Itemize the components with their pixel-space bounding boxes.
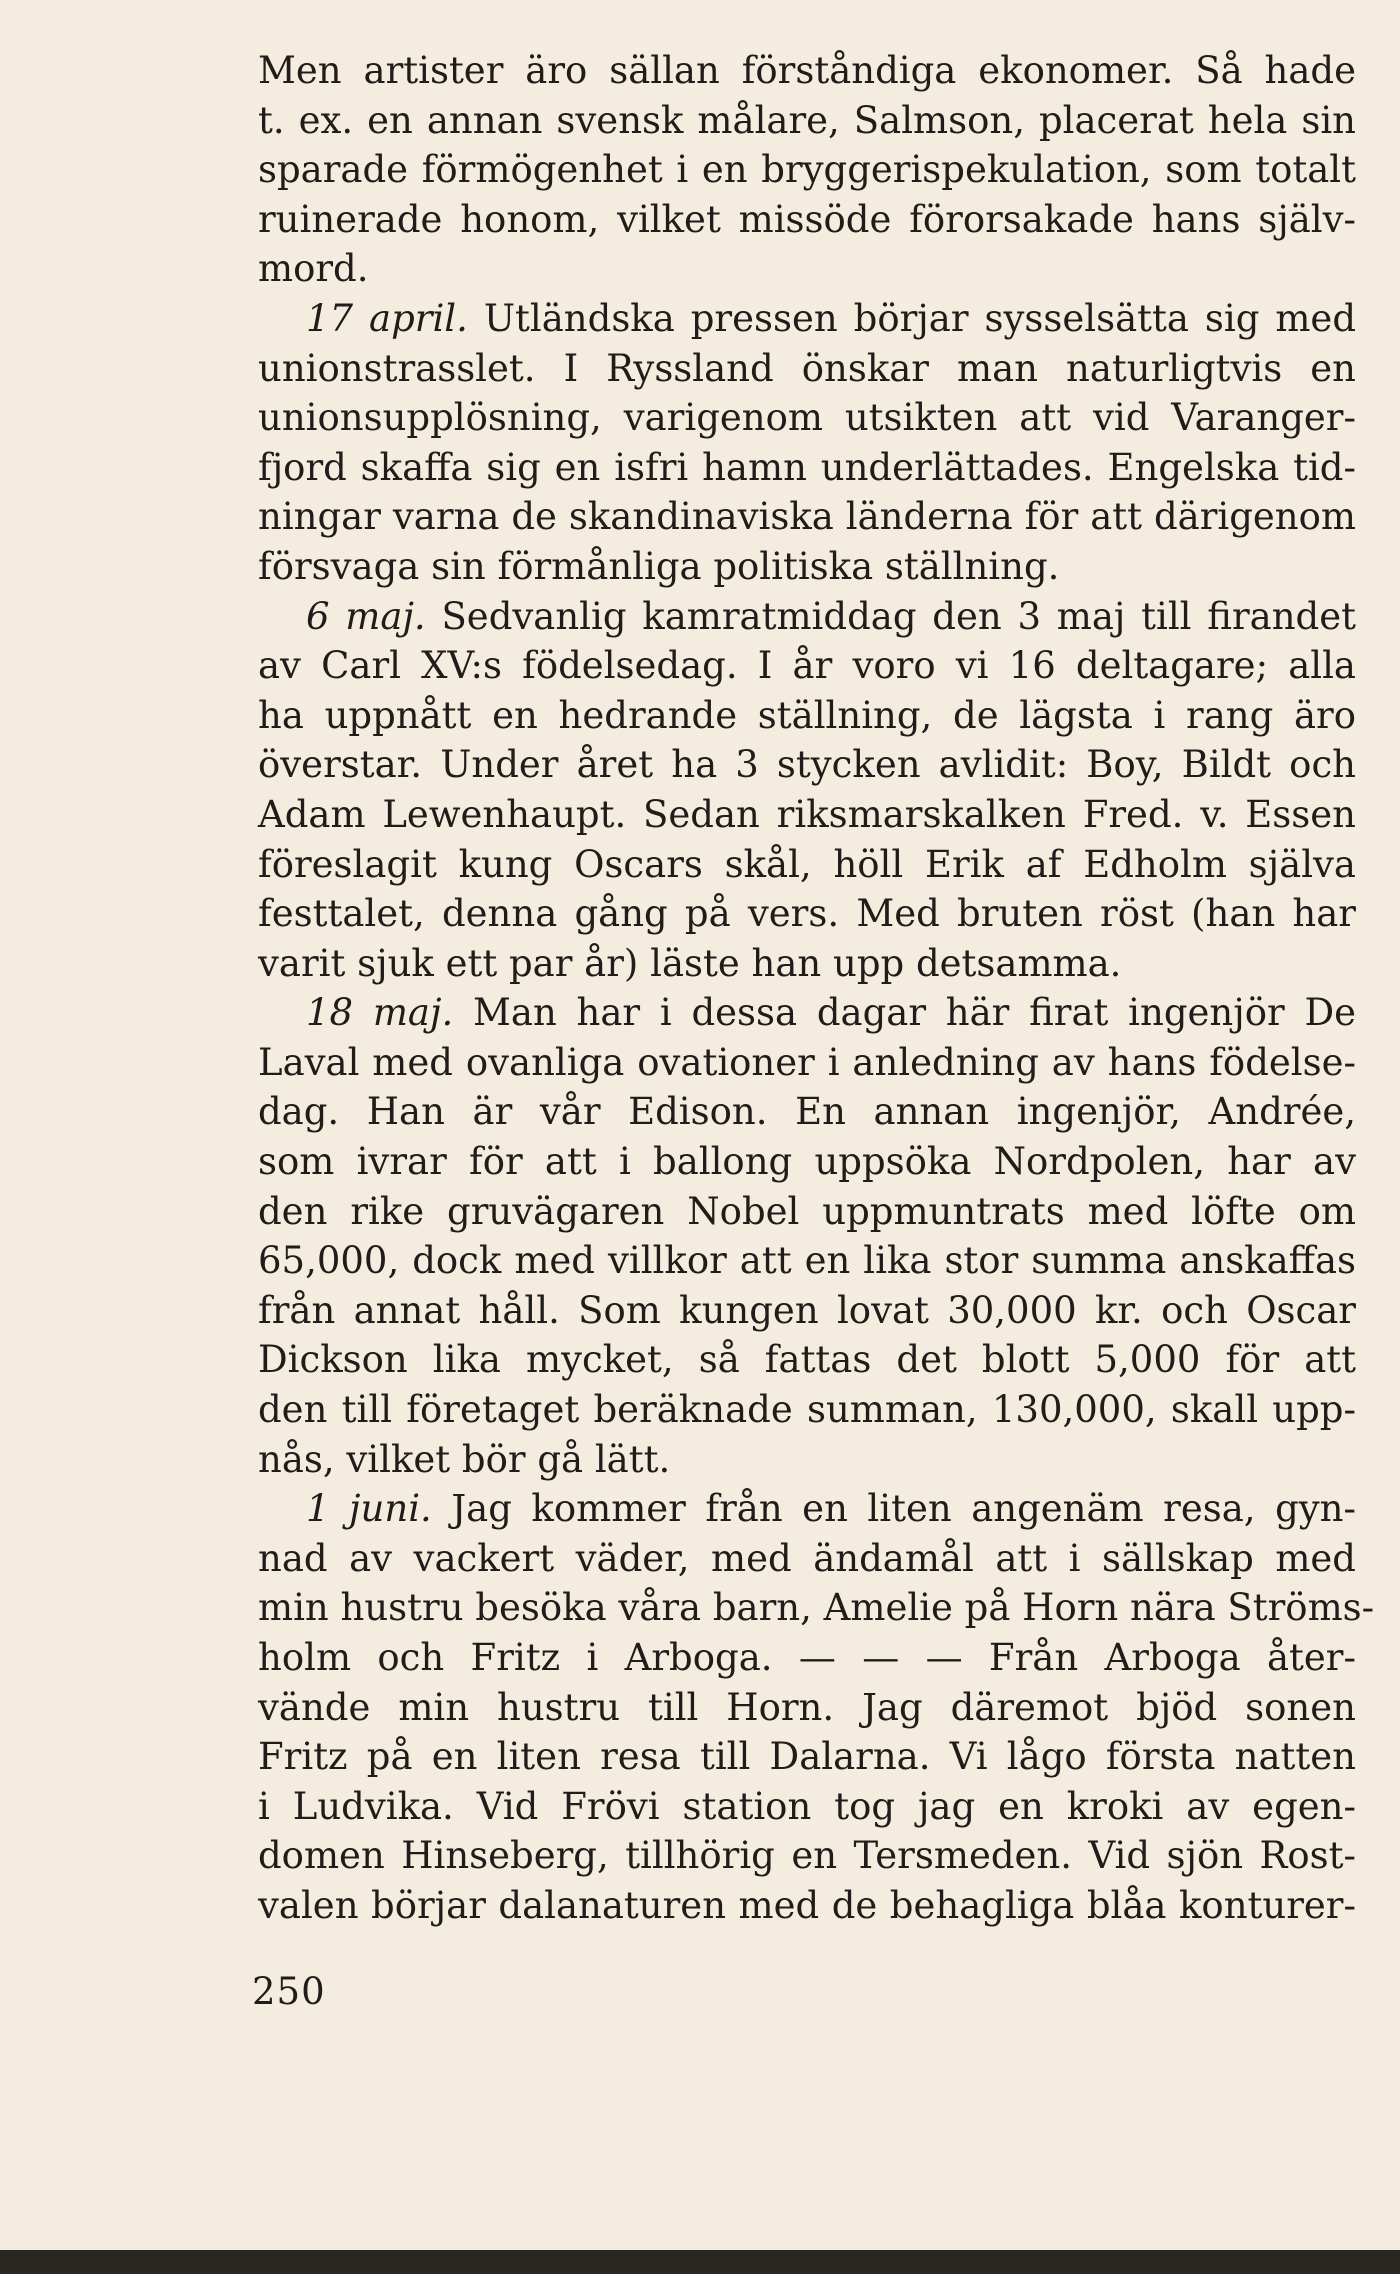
text-line bbox=[258, 889, 1356, 939]
text-line bbox=[258, 1534, 1356, 1584]
text-line bbox=[258, 542, 1356, 592]
entry-date: 1 juni. bbox=[306, 1487, 432, 1531]
line-text: ningar varna de skandinaviska länderna för att därigenom bbox=[258, 495, 1356, 539]
line-text: min hustru besöka våra barn, Amelie på Horn nära Ströms- bbox=[258, 1586, 1375, 1630]
line-text: försvaga sin förmånliga politiska ställning. bbox=[258, 544, 1060, 588]
entry-date: 17 april. bbox=[306, 296, 468, 340]
line-text: unionsupplösning, varigenom utsikten att vid Varanger- bbox=[258, 396, 1356, 440]
text-line bbox=[258, 145, 1356, 195]
line-text: den till företaget beräknade summan, 130,000, skall upp- bbox=[258, 1388, 1356, 1432]
text-line bbox=[258, 492, 1356, 542]
text-line bbox=[258, 840, 1356, 890]
text-line bbox=[258, 344, 1356, 394]
line-text: varit sjuk ett par år) läste han upp detsamma. bbox=[258, 941, 1122, 985]
line-text: dag. Han är vår Edison. En annan ingenjör, Andrée, bbox=[258, 1090, 1356, 1134]
text-line bbox=[258, 1286, 1356, 1336]
line-text: Man har i dessa dagar här firat ingenjör De bbox=[453, 991, 1356, 1035]
line-text: överstar. Under året ha 3 stycken avlidit: Boy, Bildt och bbox=[258, 743, 1356, 787]
line-text: sparade förmögenhet i en bryggerispekulation, som totalt bbox=[258, 148, 1356, 192]
text-line bbox=[258, 790, 1356, 840]
line-text: Jag kommer från en liten angenäm resa, gyn- bbox=[431, 1487, 1356, 1531]
text-line bbox=[258, 1683, 1356, 1733]
line-text: vände min hustru till Horn. Jag däremot bjöd sonen bbox=[258, 1685, 1356, 1729]
line-text: av Carl XV:s födelsedag. I år voro vi 16 deltagare; alla bbox=[258, 644, 1356, 688]
line-text: t. ex. en annan svensk målare, Salmson, placerat hela sin bbox=[258, 98, 1356, 142]
text-line bbox=[258, 1187, 1356, 1237]
text-line bbox=[258, 46, 1356, 96]
text-line bbox=[258, 641, 1356, 691]
line-text: Adam Lewenhaupt. Sedan riksmarskalken Fred. v. Essen bbox=[258, 792, 1356, 836]
line-text: i Ludvika. Vid Frövi station tog jag en kroki av egen- bbox=[258, 1784, 1356, 1828]
text-line bbox=[258, 1137, 1356, 1187]
line-text: unionstrasslet. I Ryssland önskar man naturligtvis en bbox=[258, 346, 1356, 390]
text-line bbox=[258, 1335, 1356, 1385]
text-line bbox=[258, 1583, 1375, 1633]
line-text: fjord skaffa sig en isfri hamn underlättades. Engelska tid- bbox=[258, 445, 1356, 489]
body-text bbox=[258, 46, 1375, 1931]
text-line bbox=[258, 592, 1356, 642]
line-text: från annat håll. Som kungen lovat 30,000 kr. och Oscar bbox=[258, 1288, 1356, 1332]
line-text: valen börjar dalanaturen med de behagliga blåa konturer- bbox=[258, 1883, 1356, 1927]
text-line bbox=[258, 1087, 1356, 1137]
line-text: domen Hinseberg, tillhörig en Tersmeden. Vid sjön Rost- bbox=[258, 1834, 1356, 1878]
entry-date: 18 maj. bbox=[306, 991, 454, 1035]
line-text: festtalet, denna gång på vers. Med bruten röst (han har bbox=[258, 892, 1356, 936]
line-text: Utländska pressen börjar sysselsätta sig med bbox=[467, 296, 1356, 340]
text-line bbox=[258, 244, 1356, 294]
line-text: Men artister äro sällan förståndiga ekonomer. Så hade bbox=[258, 49, 1356, 92]
line-text: Dickson lika mycket, så fattas det blott 5,000 för att bbox=[258, 1338, 1356, 1382]
text-line bbox=[258, 740, 1356, 790]
line-text: Sedvanlig kamratmiddag den 3 maj till firandet bbox=[425, 594, 1356, 638]
line-text: 65,000, dock med villkor att en lika stor summa anskaffas bbox=[258, 1239, 1356, 1283]
text-line bbox=[258, 1484, 1356, 1534]
line-text: mord. bbox=[258, 247, 369, 291]
text-line bbox=[258, 1435, 1356, 1485]
line-text: Laval med ovanliga ovationer i anledning av hans födelse- bbox=[258, 1040, 1356, 1084]
text-line bbox=[258, 1881, 1356, 1931]
page-number: 250 bbox=[252, 1970, 326, 2013]
line-text: ruinerade honom, vilket missöde förorsakade hans själv- bbox=[258, 197, 1356, 241]
line-text: föreslagit kung Oscars skål, höll Erik af Edholm själva bbox=[258, 842, 1356, 886]
text-line bbox=[258, 393, 1356, 443]
text-line bbox=[258, 1038, 1356, 1088]
text-line bbox=[258, 195, 1356, 245]
line-text: nad av vackert väder, med ändamål att i sällskap med bbox=[258, 1536, 1356, 1580]
text-line bbox=[258, 1782, 1356, 1832]
text-line bbox=[258, 1633, 1356, 1683]
text-line bbox=[258, 1385, 1356, 1435]
line-text: nås, vilket bör gå lätt. bbox=[258, 1437, 671, 1481]
text-line bbox=[258, 1236, 1356, 1286]
scan-bottom-edge bbox=[0, 2250, 1400, 2274]
line-text: den rike gruvägaren Nobel uppmuntrats med löfte om bbox=[258, 1189, 1356, 1233]
line-text: Fritz på en liten resa till Dalarna. Vi lågo första natten bbox=[258, 1735, 1356, 1779]
text-line bbox=[258, 96, 1356, 146]
text-line bbox=[258, 939, 1356, 989]
line-text: som ivrar för att i ballong uppsöka Nordpolen, har av bbox=[258, 1140, 1356, 1184]
text-line bbox=[258, 988, 1356, 1038]
text-line bbox=[258, 1732, 1356, 1782]
line-text: holm och Fritz i Arboga. — — — Från Arboga åter- bbox=[258, 1636, 1356, 1679]
entry-date: 6 maj. bbox=[306, 594, 426, 638]
text-line bbox=[258, 691, 1356, 741]
text-line bbox=[258, 294, 1356, 344]
line-text: ha uppnått en hedrande ställning, de lägsta i rang äro bbox=[258, 693, 1356, 737]
text-line bbox=[258, 1831, 1356, 1881]
text-line bbox=[258, 443, 1356, 493]
